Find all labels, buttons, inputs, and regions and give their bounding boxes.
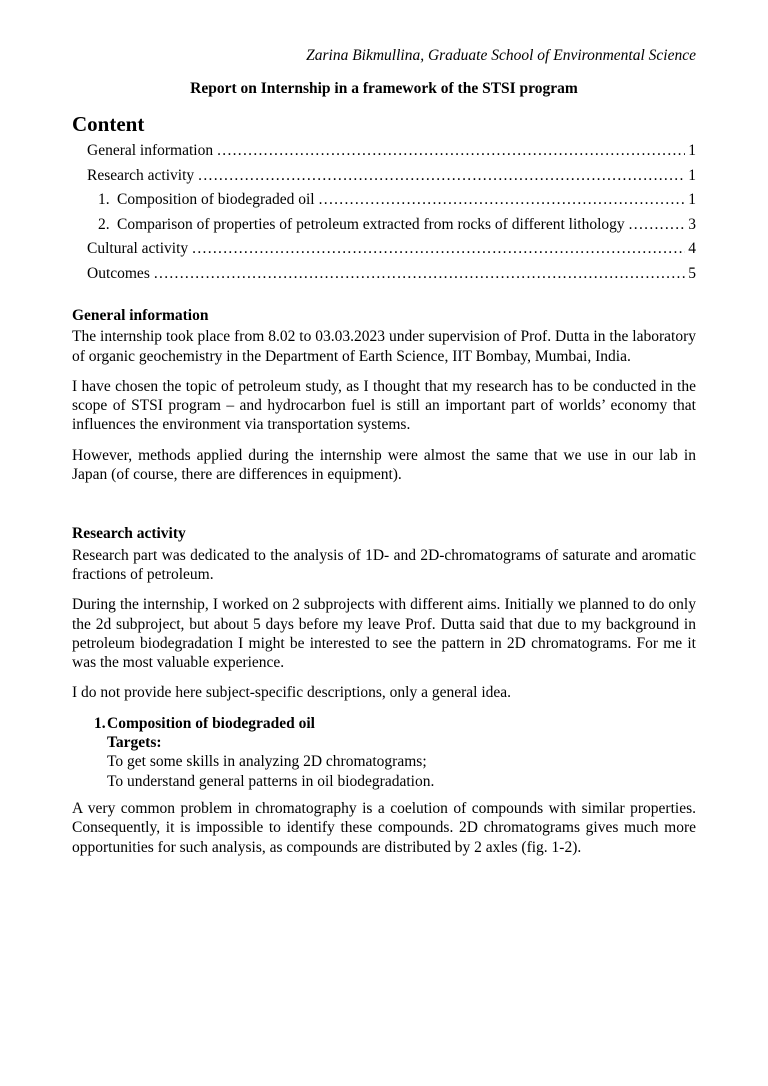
toc-dot-leader — [198, 164, 685, 189]
paragraph-topic-choice: I have chosen the topic of petroleum study, as I thought that my research has to be conducted in the scope of STSI program – and hydrocarbon fuel is still an important part of worlds’ economy that influences the environment via transportation systems. — [72, 377, 696, 434]
target-line-1: To get some skills in analyzing 2D chromatograms; — [107, 753, 427, 771]
toc-entry-outcomes — [72, 262, 696, 287]
toc-entry-comparison-of-properties — [72, 213, 696, 238]
section-general-information — [72, 306, 696, 484]
toc-page-number: 4 — [688, 240, 696, 257]
targets-label: Targets: — [107, 734, 162, 752]
toc-page-number: 5 — [688, 264, 696, 282]
paragraph-coelution-problem: A very common problem in chromatography is a coelution of compounds with similar properties. Consequently, it is impossible to identify these compounds. 2D chromatograms gives much more opportunities for such analysis, as compounds are distributed by 2 axles (fig. 1-2). — [72, 799, 696, 856]
section-heading-general-information: General information — [72, 307, 209, 324]
toc-dot-leader — [192, 237, 685, 262]
section-heading-research-activity: Research activity — [72, 525, 186, 543]
toc-dot-leader — [154, 262, 685, 287]
toc-dot-leader — [217, 139, 685, 164]
list-item-heading — [94, 714, 696, 733]
toc-entry-label: Composition of biodegraded oil — [117, 191, 315, 208]
toc-page-number: 1 — [688, 166, 696, 184]
paragraph-methods-note: However, methods applied during the internship were almost the same that we use in our lab in Japan (of course, there are differences in equipment). — [72, 446, 696, 484]
toc-entry-research-activity — [72, 164, 696, 189]
paragraph-subprojects: During the internship, I worked on 2 subprojects with different aims. Initially we planned to do only the 2d subproject, but about 5 days before my leave Prof. Dutta said that due to my background in petroleum biodegradation I might be interested to see the pattern in 2D chromatograms. For me it was the most valuable experience. — [72, 596, 696, 672]
toc-entry-label: Comparison of properties of petroleum extracted from rocks of different lithology — [117, 215, 625, 233]
numbered-item-composition-of-biodegraded-oil — [72, 714, 696, 791]
toc-entry-number: 2. — [98, 215, 110, 233]
toc-entry-label: Cultural activity — [87, 240, 189, 257]
toc-entry-label: Outcomes — [87, 264, 150, 282]
list-item-title: Composition of biodegraded oil — [107, 714, 315, 732]
list-item-number: 1. — [94, 714, 106, 732]
document-title: Report on Internship in a framework of the STSI program — [190, 80, 578, 97]
toc-heading: Content — [72, 112, 145, 136]
table-of-contents — [72, 139, 696, 286]
toc-entry-cultural-activity — [72, 237, 696, 262]
toc-dot-leader — [629, 213, 686, 238]
list-item-body — [107, 733, 696, 791]
toc-page-number: 3 — [688, 215, 696, 233]
toc-page-number: 1 — [688, 191, 696, 208]
toc-page-number: 1 — [688, 142, 696, 159]
toc-entry-label: Research activity — [87, 166, 195, 184]
paragraph-general-idea: I do not provide here subject-specific descriptions, only a general idea. — [72, 684, 512, 702]
toc-entry-number: 1. — [98, 191, 110, 208]
paragraph-research-dedication: Research part was dedicated to the analysis of 1D- and 2D-chromatograms of saturate and aromatic fractions of petroleum. — [72, 546, 696, 583]
paragraph-internship-details: The internship took place from 8.02 to 03.03.2023 under supervision of Prof. Dutta in the laboratory of organic geochemistry in the Department of Earth Science, IIT Bombay, Mumbai, India. — [72, 328, 696, 365]
toc-entry-general-information — [72, 139, 696, 164]
toc-entry-label: General information — [87, 142, 214, 159]
toc-dot-leader — [319, 188, 686, 213]
document-author-header: Zarina Bikmullina, Graduate School of Environmental Science — [306, 47, 696, 64]
toc-entry-composition-of-biodegraded-oil — [72, 188, 696, 213]
section-research-activity — [72, 524, 696, 856]
target-line-2: To understand general patterns in oil biodegradation. — [107, 772, 435, 790]
